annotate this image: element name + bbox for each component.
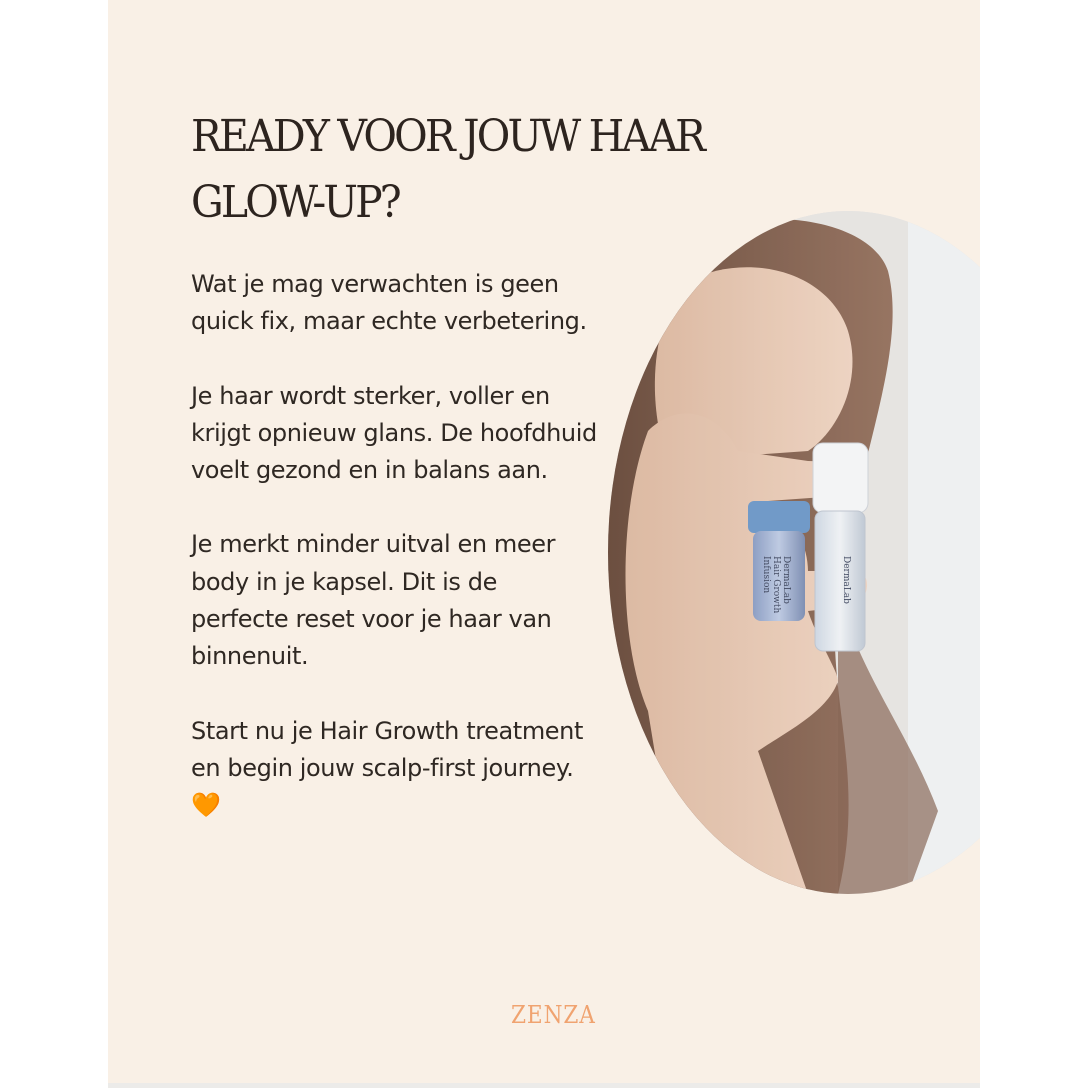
paragraph-1: Wat je mag verwachten is geen quick fix, maar echte verbetering. — [191, 270, 587, 336]
vial-left-label-2: Hair Growth — [771, 556, 781, 614]
body-text — [191, 266, 601, 862]
product-photo — [608, 211, 980, 894]
vial-right-label-1: DermaLab — [841, 556, 851, 604]
paragraph-4 — [191, 713, 601, 825]
orange-heart-icon: 🧡 — [191, 791, 221, 820]
brand-logo: ZENZA — [511, 1001, 596, 1029]
vial-left-label-1: DermaLab — [781, 556, 791, 604]
paragraph-4-text: Start nu je Hair Growth treatment en begin jouw scalp-first journey. — [191, 716, 583, 782]
page-title: READY VOOR JOUW HAAR GLOW-UP? — [191, 111, 704, 228]
bottom-strip — [108, 1083, 980, 1088]
woman-holding-vials-image — [608, 211, 980, 894]
paragraph-3: Je merkt minder uitval en meer body in je kapsel. Dit is de perfecte reset voor je haar van binnenuit. — [191, 530, 556, 671]
vial-left-label-3: Infusion — [761, 556, 771, 594]
page-card — [108, 0, 980, 1083]
paragraph-2: Je haar wordt sterker, voller en krijgt opnieuw glans. De hoofdhuid voelt gezond en in balans aan. — [191, 381, 597, 485]
